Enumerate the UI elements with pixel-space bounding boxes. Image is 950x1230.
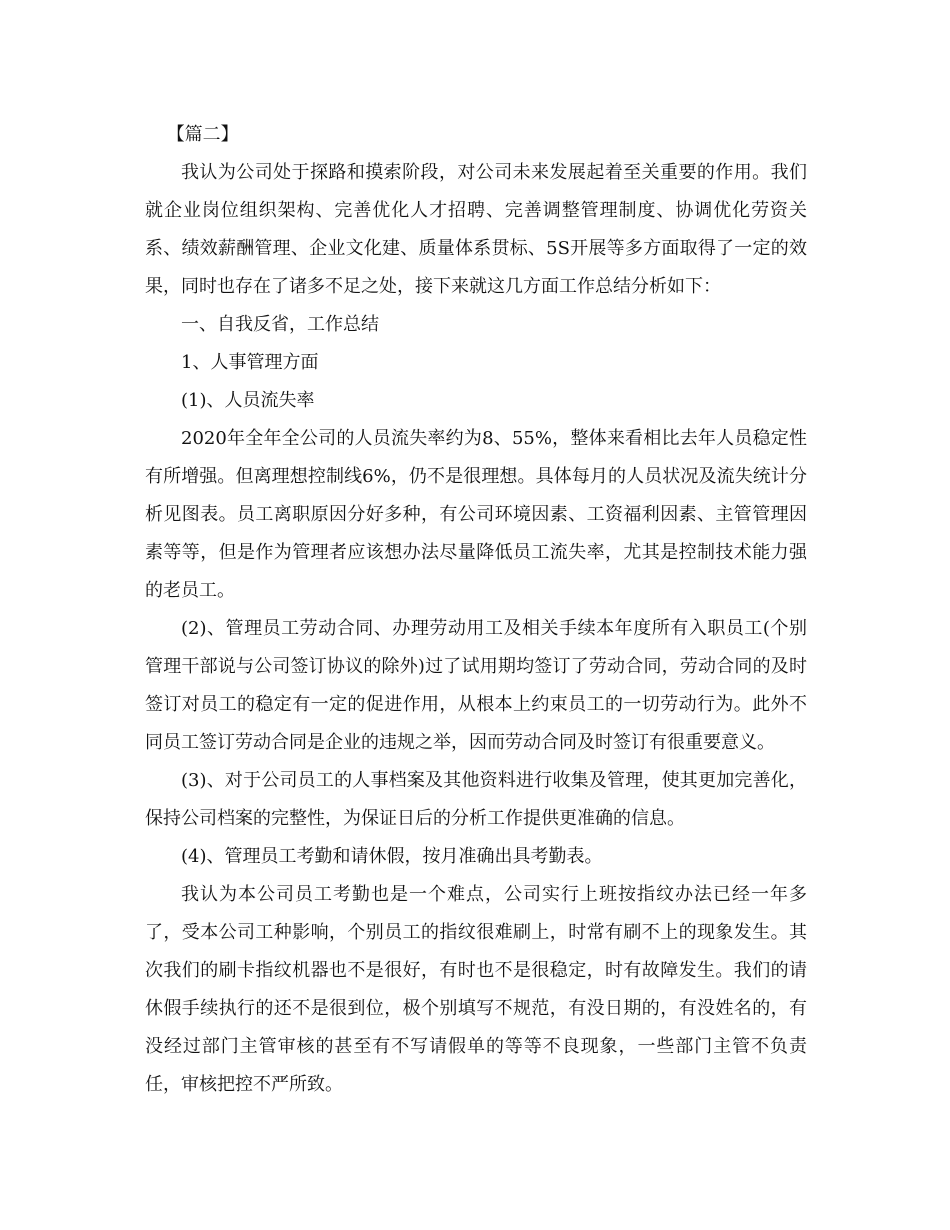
- attendance-heading-paragraph: (4)、管理员工考勤和请休假，按月准确出具考勤表。: [181, 846, 603, 867]
- intro-paragraph: 我认为公司处于探路和摸索阶段，对公司未来发展起着至关重要的作用。我们就企业岗位组织架构、完善优化人才招聘、完善调整管理制度、协调优化劳资关系、绩效薪酬管理、企业文化建、质量体系贯标、5S开展等多方面取得了一定的效果，同时也存在了诸多不足之处，接下来就这几方面工作总结分析如下：: [145, 162, 807, 297]
- labor-contract-paragraph: (2)、管理员工劳动合同、办理劳动用工及相关手续本年度所有入职员工(个别管理干部说与公司签订协议的除外)过了试用期均签订了劳动合同，劳动合同的及时签订对员工的稳定有一定的促进作用，从根本上约束员工的一切劳动行为。此外不同员工签订劳动合同是企业的违规之举，因而劳动合同及时签订有很重要意义。: [145, 618, 807, 753]
- document-page: [145, 116, 807, 1104]
- heading-personnel-management: 1、人事管理方面: [181, 352, 319, 373]
- attendance-paragraph: 我认为本公司员工考勤也是一个难点，公司实行上班按指纹办法已经一年多了，受本公司工种影响，个别员工的指纹很难刷上，时常有刷不上的现象发生。其次我们的刷卡指纹机器也不是很好，有时也不是很稳定，时有故障发生。我们的请休假手续执行的还不是很到位，极个别填写不规范，有没日期的，有没姓名的，有没经过部门主管审核的甚至有不写请假单的等等不良现象，一些部门主管不负责任，审核把控不严所致。: [145, 884, 807, 1095]
- section-title: 【篇二】: [166, 124, 239, 145]
- heading-self-reflection: 一、自我反省，工作总结: [181, 314, 379, 335]
- turnover-paragraph: 2020年全年全公司的人员流失率约为8、55%，整体来看相比去年人员稳定性有所增强。但离理想控制线6%，仍不是很理想。具体每月的人员状况及流失统计分析见图表。员工离职原因分好多种，有公司环境因素、工资福利因素、主管管理因素等等，但是作为管理者应该想办法尽量降低员工流失率，尤其是控制技术能力强的老员工。: [145, 428, 807, 601]
- heading-turnover-rate: (1)、人员流失率: [181, 390, 315, 411]
- personnel-files-paragraph: (3)、对于公司员工的人事档案及其他资料进行收集及管理，使其更加完善化，保持公司档案的完整性，为保证日后的分析工作提供更准确的信息。: [145, 770, 807, 829]
